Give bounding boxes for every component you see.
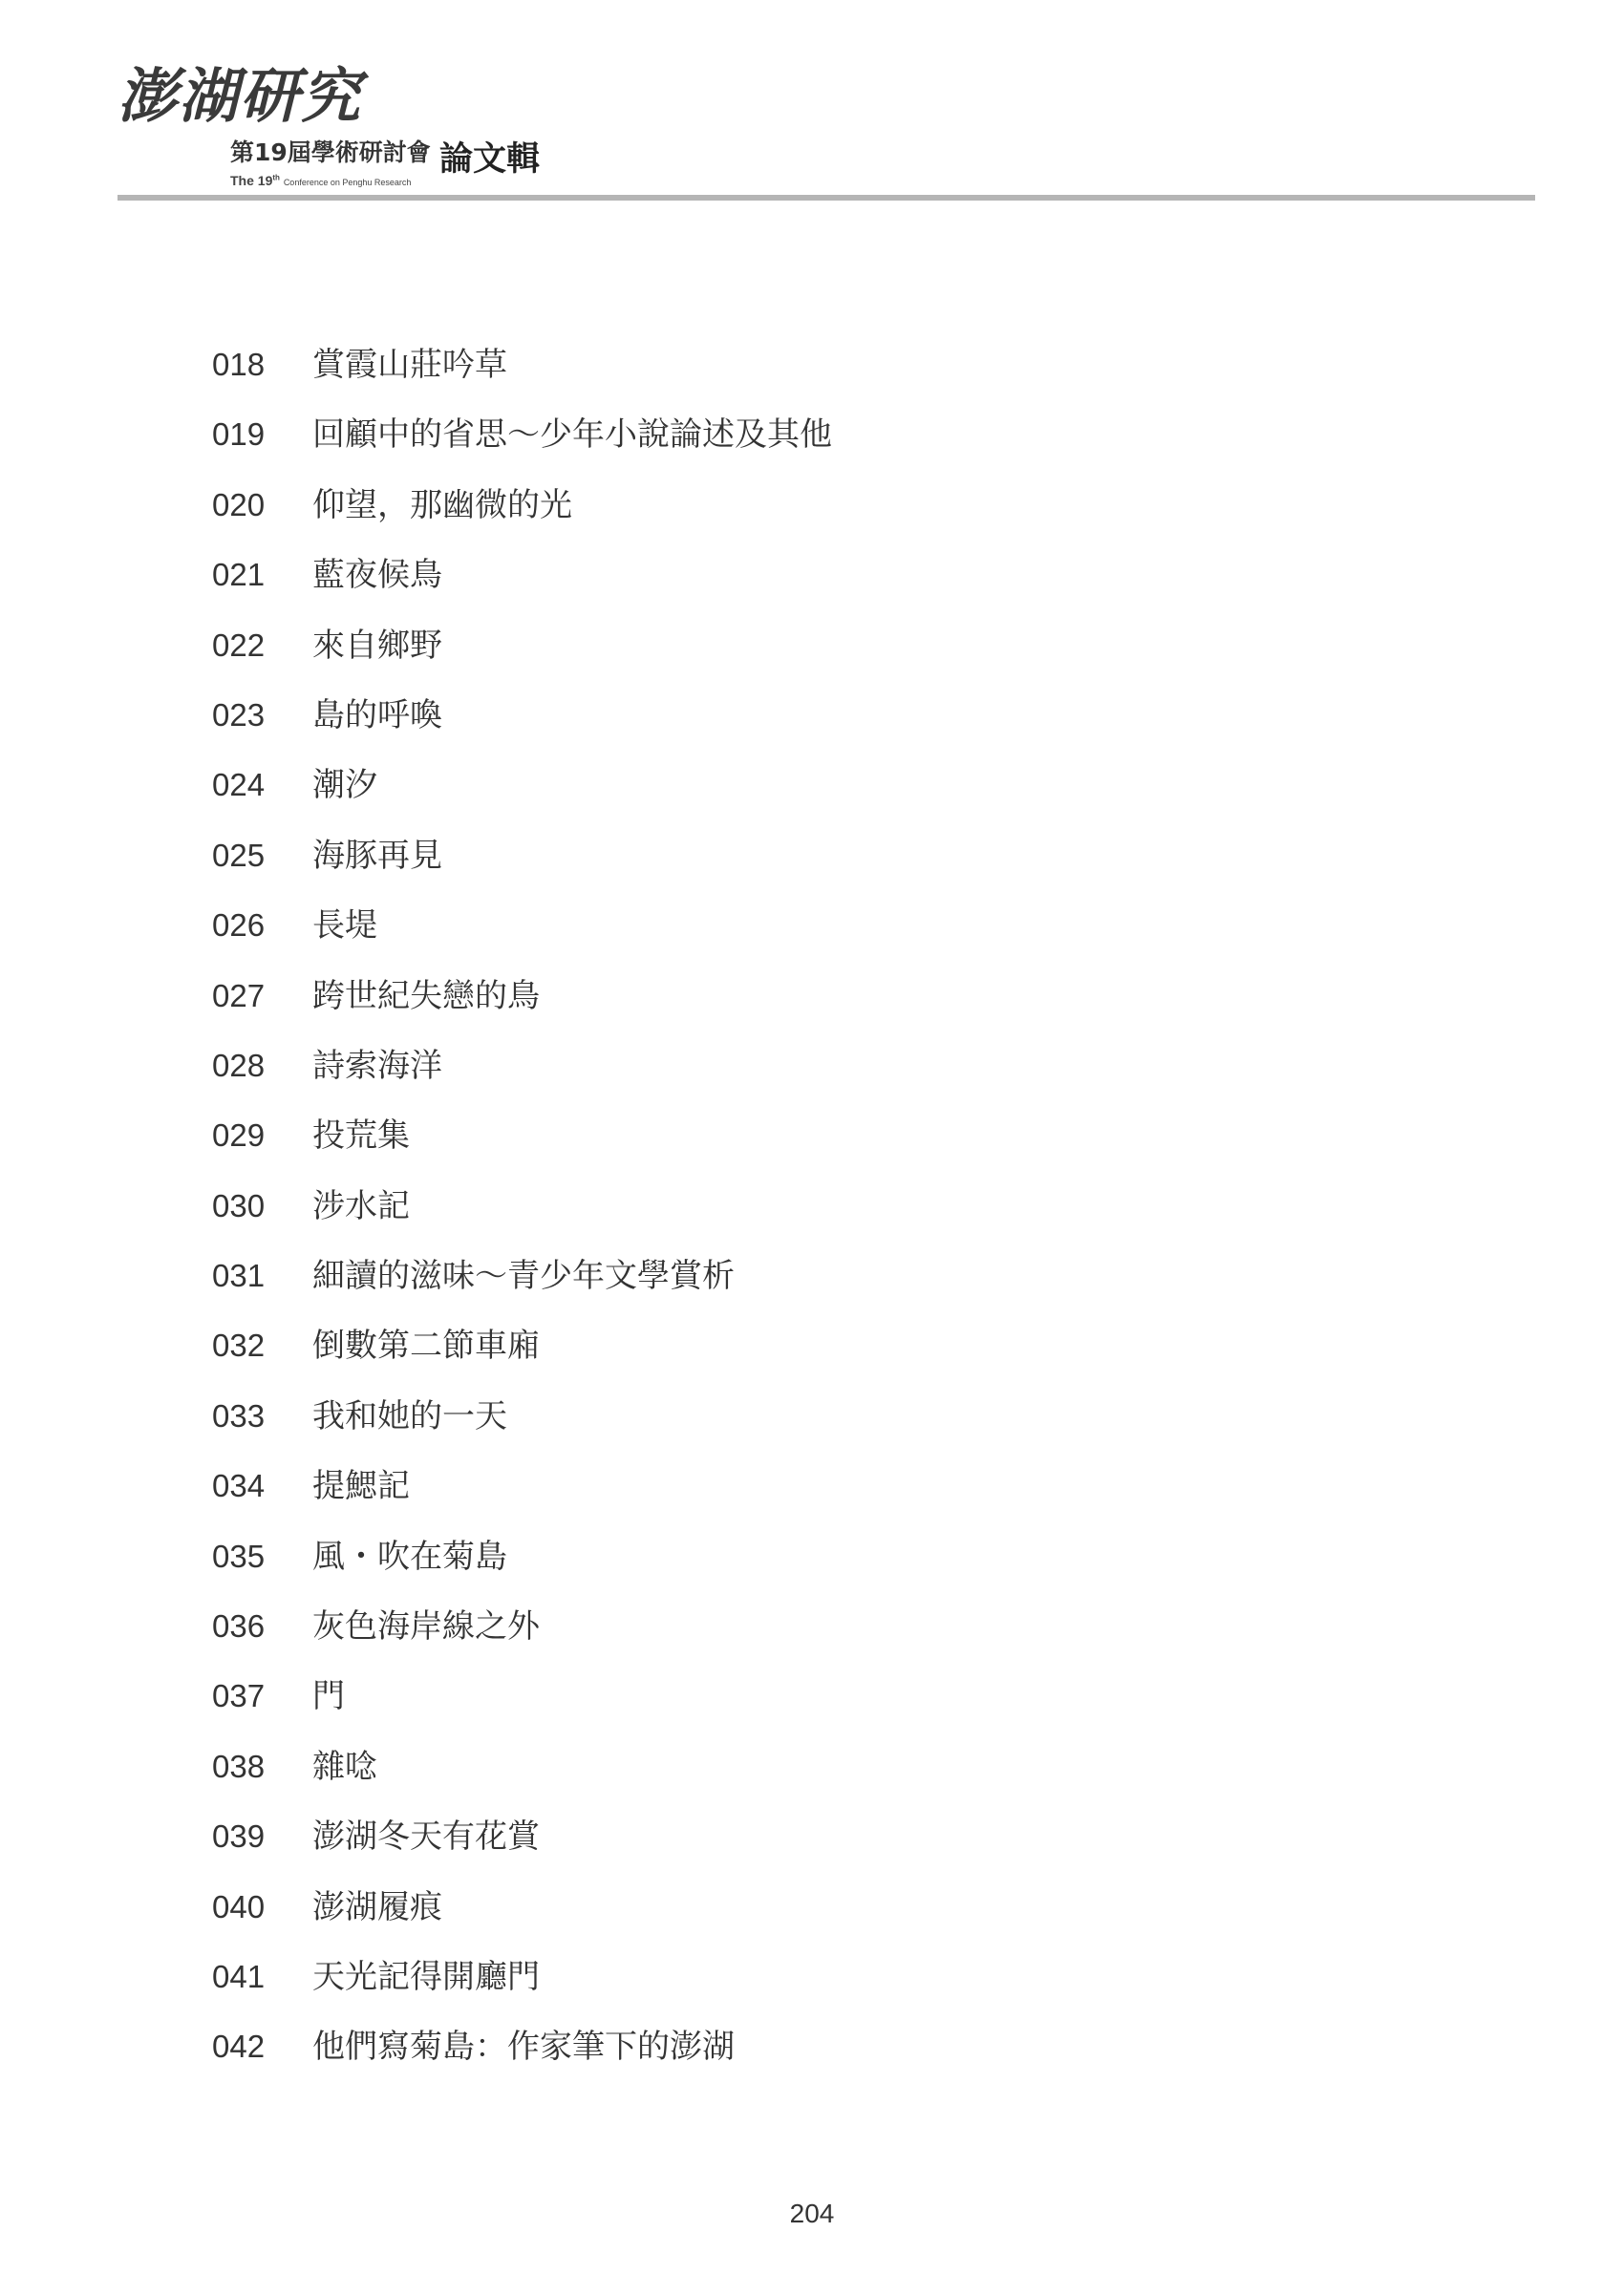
entry-number: 039: [212, 1818, 266, 1855]
entry-title: 雜唸: [312, 1747, 377, 1786]
entry-number: 026: [212, 907, 266, 944]
entry-number: 034: [212, 1468, 266, 1504]
entry-title: 回顧中的省思～少年小說論述及其他: [312, 415, 832, 455]
entry-title: 藍夜候鳥: [312, 556, 442, 595]
entry-title: 跨世紀失戀的鳥: [312, 976, 540, 1015]
list-item: [212, 415, 1358, 485]
conference-en-ordinal-suffix: th: [272, 173, 280, 182]
entry-number: 033: [212, 1397, 266, 1434]
entry-title: 門: [312, 1677, 345, 1716]
entry-number: 021: [212, 557, 266, 593]
page-number: 204: [789, 2199, 835, 2228]
list-item: [212, 1677, 1358, 1747]
journal-logo-title: 澎湖研究: [118, 61, 363, 131]
entry-number: 027: [212, 977, 266, 1013]
list-item: [212, 627, 1358, 696]
list-item: [212, 2028, 1358, 2097]
entry-title: 我和她的一天: [312, 1396, 507, 1435]
entry-number: 028: [212, 1047, 266, 1083]
list-item: [212, 346, 1358, 415]
conference-name: 第19屆學術研討會: [230, 138, 431, 166]
entry-title: 投荒集: [312, 1116, 410, 1156]
list-item: [212, 1467, 1358, 1537]
entry-title: 海豚再見: [312, 836, 442, 875]
entry-title: 細讀的滋味～青少年文學賞析: [312, 1257, 735, 1296]
conference-en-prefix: The 19: [230, 173, 273, 188]
conference-en-rest: Conference on Penghu Research: [283, 178, 412, 187]
entry-title: 風・吹在菊島: [312, 1537, 507, 1576]
entry-title: 詩索海洋: [312, 1046, 442, 1085]
entry-title: 長堤: [312, 906, 377, 946]
list-item: [212, 1116, 1358, 1186]
entry-number: 036: [212, 1608, 266, 1645]
entry-number: 041: [212, 1958, 266, 1994]
list-item: [212, 906, 1358, 976]
conference-english-name: [230, 174, 411, 187]
entry-number: 032: [212, 1328, 266, 1364]
entry-number: 042: [212, 2029, 266, 2065]
entry-number: 037: [212, 1678, 266, 1714]
entry-number: 035: [212, 1538, 266, 1574]
entry-number: 022: [212, 627, 266, 663]
entry-number: 040: [212, 1888, 266, 1924]
header-divider: [118, 195, 1535, 201]
list-item: [212, 837, 1358, 906]
list-item: [212, 1397, 1358, 1467]
entry-title: 倒數第二節車廂: [312, 1327, 540, 1366]
proceedings-label: 論文輯: [439, 140, 541, 179]
list-item: [212, 766, 1358, 836]
list-item: [212, 1607, 1358, 1677]
list-item: [212, 1818, 1358, 1887]
entry-title: 涉水記: [312, 1186, 410, 1225]
entry-title: 賞霞山莊吟草: [312, 346, 507, 384]
entry-number: 018: [212, 347, 266, 382]
entry-title: 來自鄉野: [312, 626, 442, 665]
entry-title: 澎湖履痕: [312, 1887, 442, 1926]
entry-number: 030: [212, 1187, 266, 1223]
list-item: [212, 1327, 1358, 1396]
list-item: [212, 696, 1358, 766]
list-item: [212, 1257, 1358, 1327]
entry-title: 島的呼喚: [312, 695, 442, 734]
entry-number: 038: [212, 1748, 266, 1784]
list-item: [212, 977, 1358, 1047]
list-item: [212, 1888, 1358, 1958]
list-item: [212, 1748, 1358, 1818]
entry-number: 025: [212, 837, 266, 873]
entry-number: 031: [212, 1258, 266, 1294]
entry-title: 他們寫菊島：作家筆下的澎湖: [312, 2028, 735, 2067]
entry-number: 019: [212, 416, 266, 453]
list-item: [212, 1187, 1358, 1257]
list-item: [212, 1958, 1358, 2028]
entry-title: 提鰓記: [312, 1467, 410, 1506]
entry-title: 潮汐: [312, 766, 377, 805]
entry-number: 024: [212, 767, 266, 803]
entry-number: 023: [212, 696, 266, 733]
entry-number: 020: [212, 486, 266, 522]
entry-number: 029: [212, 1117, 266, 1154]
entry-title: 澎湖冬天有花賞: [312, 1818, 540, 1857]
page-header: [118, 57, 1535, 201]
list-item: [212, 486, 1358, 556]
list-item: [212, 1047, 1358, 1116]
list-item: [212, 556, 1358, 626]
list-item: [212, 1538, 1358, 1607]
entry-title: 灰色海岸線之外: [312, 1607, 540, 1647]
entry-title: 仰望，那幽微的光: [312, 485, 572, 524]
entry-title: 天光記得開廳門: [312, 1957, 540, 1996]
table-of-contents-list: [212, 346, 1358, 2098]
